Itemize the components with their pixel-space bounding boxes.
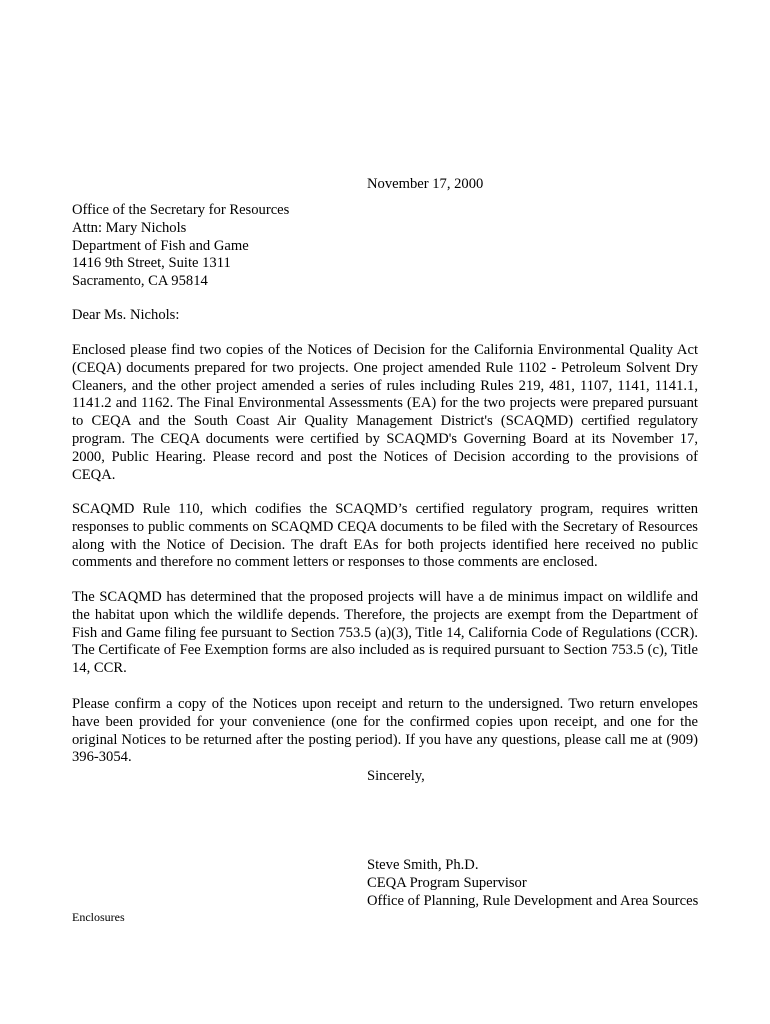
paragraph-fee-exemption: The SCAQMD has determined that the proposed projects will have a de minimus impact on wildlife and the habitat upon which the wildlife depends. Therefore, the projects are exempt from the Department of Fish and Game filing fee pursuant to Section 753.5 (a)(3), Title 14, California Code of Regulations (CCR). The Certificate of Fee Exemption forms are also included as is required pursuant to Section 753.5 (c), Title 14, CCR. bbox=[72, 589, 698, 677]
paragraph-confirm-receipt: Please confirm a copy of the Notices upon receipt and return to the undersigned. Two return envelopes have been provided for your convenience (one for the confirmed copies upon receipt, and one for the original Notices to be returned after the posting period). If you have any questions, please call me at (909) 396-3054. bbox=[72, 696, 698, 766]
recipient-address bbox=[72, 202, 712, 291]
signer-title: CEQA Program Supervisor bbox=[367, 874, 527, 891]
closing: Sincerely, bbox=[367, 768, 425, 784]
signer-name: Steve Smith, Ph.D. bbox=[367, 857, 479, 873]
paragraph-enclosed-notices: Enclosed please find two copies of the Notices of Decision for the California Environmental Quality Act (CEQA) documents prepared for two projects. One project amended Rule 1102 - Petroleum Solvent Dry Cleaners, and the other project amended a series of rules including Rules 219, 481, 1107, 1141, 1141.1, 1141.2 and 1162. The Final Environmental Assessments (EA) for the two projects were prepared pursuant to CEQA and the South Coast Air Quality Management District's (SCAQMD) certified regulatory program. The CEQA documents were certified by SCAQMD's Governing Board at its November 17, 2000, Public Hearing. Please record and post the Notices of Decision according to the provisions of CEQA. bbox=[72, 342, 698, 483]
recipient-city: Sacramento, CA 95814 bbox=[72, 273, 208, 290]
salutation: Dear Ms. Nichols: bbox=[72, 307, 180, 323]
paragraph-rule-110: SCAQMD Rule 110, which codifies the SCAQMD’s certified regulatory program, requires written responses to public comments on SCAQMD CEQA documents to be filed with the Secretary of Resources along with the Notice of Decision. The draft EAs for both projects identified here received no public comments and therefore no comment letters or responses to those comments are enclosed. bbox=[72, 501, 698, 571]
letter-date: November 17, 2000 bbox=[367, 176, 484, 192]
signer-office: Office of Planning, Rule Development and Area Sources bbox=[367, 892, 699, 909]
recipient-street: 1416 9th Street, Suite 1311 bbox=[72, 255, 231, 272]
signature-block bbox=[367, 857, 727, 910]
enclosures-note: Enclosures bbox=[72, 910, 125, 924]
recipient-department: Department of Fish and Game bbox=[72, 237, 249, 254]
recipient-attention: Attn: Mary Nichols bbox=[72, 219, 187, 236]
recipient-office: Office of the Secretary for Resources bbox=[72, 202, 290, 218]
